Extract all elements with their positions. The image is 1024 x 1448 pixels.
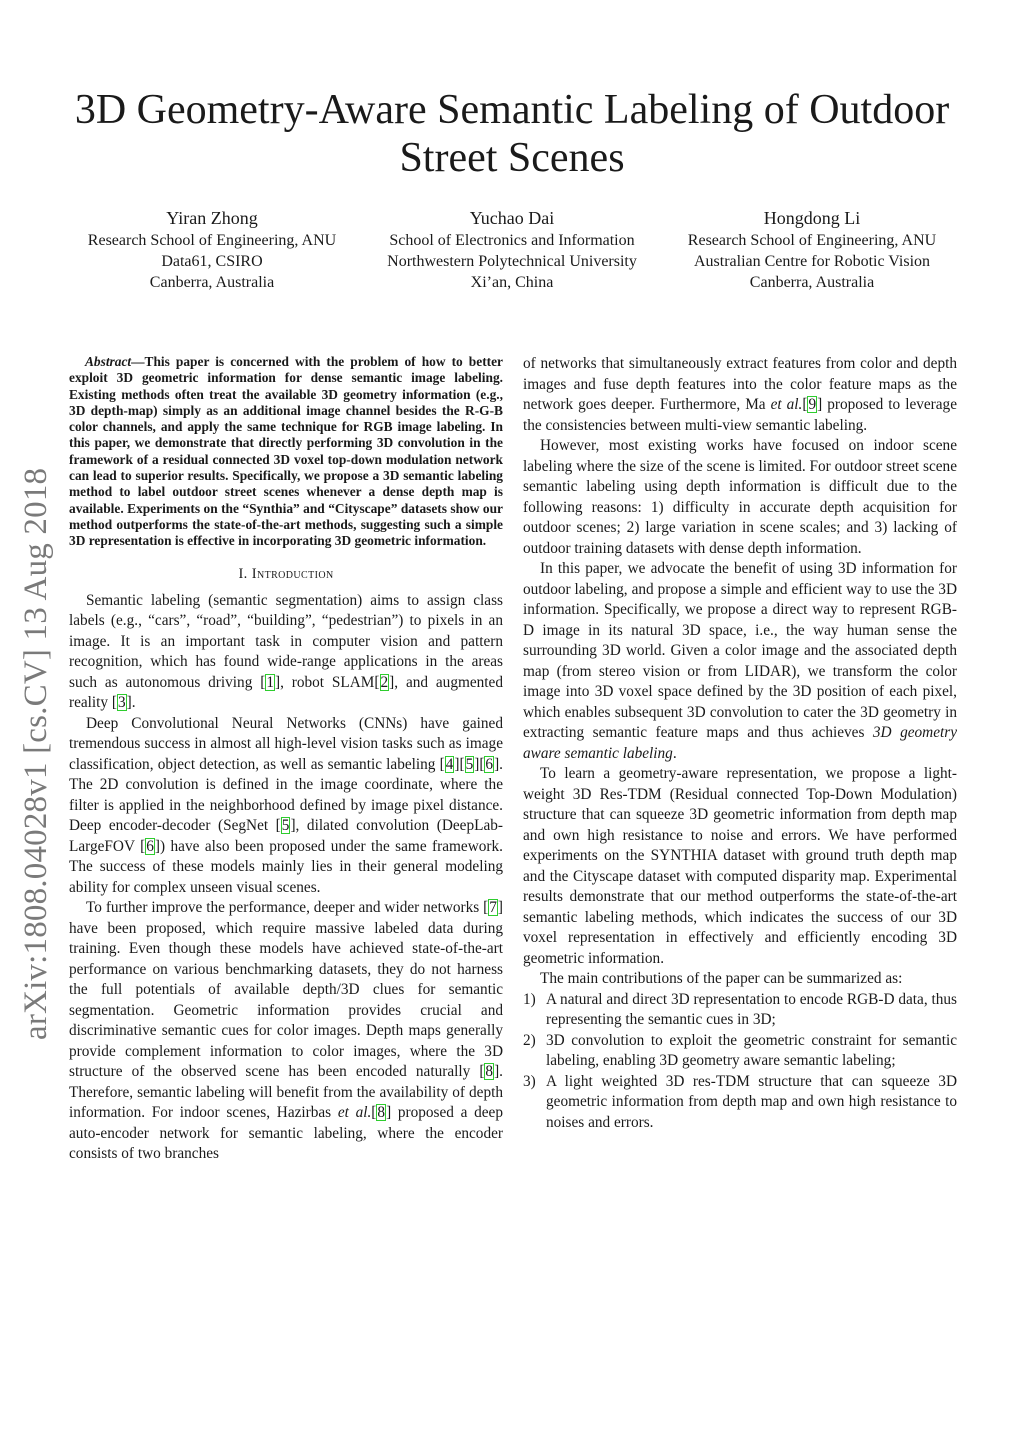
text: ]) have also been proposed under the same framework. The success of these models mainly lies in their general modeling ability for complex unseen visual scenes.: [69, 837, 503, 896]
text: ]. The 2D convolution is defined in the image coordinate, where the filter is applied in the neighborhood defined by image pixel distance. Deep encoder-decoder (SegNet [: [69, 755, 503, 835]
citation-link[interactable]: 2: [380, 673, 389, 691]
paragraph: [69, 898, 503, 1165]
text: ][: [474, 755, 485, 773]
text: [: [802, 396, 808, 413]
text: ] proposed a deep auto-encoder network for semantic labeling, where the encoder consists of two branches: [69, 1104, 503, 1163]
citation-link[interactable]: 3: [118, 694, 126, 712]
text: To further improve the performance, deeper and wider networks [: [86, 899, 489, 917]
text: [: [371, 1104, 377, 1122]
section-heading-introduction: I. Introduction: [238, 565, 334, 582]
list-number: 3): [523, 1072, 536, 1090]
list-item: [523, 1072, 957, 1134]
author-3: [662, 206, 962, 293]
list-text: A natural and direct 3D representation to encode RGB-D data, thus representing the semantic cues in 3D;: [546, 990, 957, 1028]
citation-link[interactable]: 5: [281, 817, 290, 835]
text: ].: [126, 694, 136, 712]
author-location: Canberra, Australia: [749, 274, 875, 291]
text: ], dilated convolution (DeepLab-LargeFOV [: [69, 817, 503, 855]
author-location: Xi’an, China: [470, 274, 554, 291]
right-column: [523, 354, 957, 1133]
text: ], and augmented reality [: [69, 673, 503, 712]
list-number: 2): [523, 1031, 536, 1049]
citation-link[interactable]: 4: [445, 755, 454, 773]
text: ], robot SLAM[: [274, 673, 380, 691]
text: .: [672, 744, 677, 762]
citation-link[interactable]: 8: [377, 1104, 386, 1122]
left-column: [69, 354, 503, 1165]
abstract-text: —This paper is concerned with the problem of how to better exploit 3D geometric information for dense semantic image labeling. Existing methods often treat the available 3D geometry information (e.g., 3D depth-map) simply as an additional image channel besides the R-G-B color channels, and apply the same technique for RGB image labeling. In this paper, we demonstrate that directly performing 3D convolution in the framework of a residual connected 3D voxel top-down modulation network can lead to superior results. Specifically, we propose a 3D semantic labeling method to label outdoor street scenes whenever a dense depth map is available. Experiments on the “Synthia” and “Cityscape” datasets show our method outperforms the state-of-the-art methods, suggesting such a simple 3D representation is effective in incorporating 3D geometric information.: [69, 354, 503, 549]
text: Semantic labeling (semantic segmentation) aims to assign class labels (e.g., “cars”, “road”, “building”, “pedestrian”) to pixels in an image. It is an important task in computer vision and pattern recognition, which has found wide-range applications in the areas such as autonomous driving [: [69, 591, 503, 691]
text: Deep Convolutional Neural Networks (CNNs) have gained tremendous success in almost all high-level vision tasks such as image classification, object detection, as well as semantic labeling [: [69, 714, 503, 773]
paragraph: [69, 591, 503, 714]
author-location: Canberra, Australia: [149, 274, 275, 291]
text: 3D geometry aware semantic labeling: [523, 724, 957, 762]
paragraph: The main contributions of the paper can be summarized as:: [540, 970, 903, 987]
list-text: A light weighted 3D res-TDM structure that can squeeze 3D geometric information from depth map and own high resistance to noises and errors.: [546, 1072, 957, 1131]
list-text: 3D convolution to exploit the geometric constraint for semantic labeling, enabling 3D geometry aware semantic labeling;: [546, 1031, 957, 1069]
arxiv-stamp: arXiv:1808.04028v1 [cs.CV] 13 Aug 2018: [18, 467, 54, 1040]
list-item: [523, 1031, 957, 1072]
author-block: [62, 206, 962, 293]
citation-link[interactable]: 6: [485, 755, 494, 773]
author-2: [362, 206, 662, 293]
citation-link[interactable]: 9: [808, 396, 817, 413]
paragraph: [523, 354, 957, 436]
author-name: Hongdong Li: [763, 208, 861, 228]
author-name: Yuchao Dai: [469, 208, 555, 228]
paper-title: 3D Geometry-Aware Semantic Labeling of Outdoor Street Scenes: [74, 87, 950, 181]
list-item: [523, 990, 957, 1031]
paragraph: [523, 559, 957, 764]
citation-link[interactable]: 7: [489, 899, 497, 917]
text: ] proposed to leverage the consistencies between multi-view semantic labeling.: [523, 396, 957, 434]
text: of networks that simultaneously extract features from color and depth images and fuse depth features into the color feature maps as the network goes deeper. Furthermore, Ma: [523, 355, 957, 413]
abstract: [69, 354, 503, 550]
paragraph: However, most existing works have focused on indoor scene labeling where the size of the scene is limited. For outdoor street scene semantic labeling using depth information is difficult due to the following reasons: 1) difficulty in accurate depth acquisition for outdoor scenes; 2) large variation in scene scales; and 3) lacking of outdoor training datasets with dense depth information.: [523, 437, 957, 557]
citation-link[interactable]: 6: [146, 837, 154, 855]
author-affiliation: School of Electronics and Information: [389, 232, 635, 249]
author-affiliation: Northwestern Polytechnical University: [387, 253, 637, 270]
author-1: [62, 206, 362, 293]
text: ]. Therefore, semantic labeling will benefit from the availability of depth information. For indoor scenes, Hazirbas: [69, 1063, 503, 1122]
paragraph: To learn a geometry-aware representation, we propose a light-weight 3D Res-TDM (Residual connected Top-Down Modulation) structure that can squeeze 3D geometric information from depth map and own high resistance to noise and errors. We have performed experiments on the SYNTHIA dataset with ground truth depth map and the Cityscape dataset with computed disparity map. Experimental results demonstrate that our method outperforms the state-of-the-art semantic labeling methods, which indicates the success of our 3D voxel representation in effectively and efficiently encoding 3D geometric information.: [523, 765, 957, 967]
paragraph: [69, 714, 503, 899]
list-number: 1): [523, 990, 536, 1008]
text: et al.: [770, 396, 803, 413]
text: et al.: [337, 1104, 372, 1122]
text: In this paper, we advocate the benefit of using 3D information for outdoor labeling, and propose a simple and efficient way to use the 3D information. Specifically, we propose a direct way to represent RGB-D image in its natural 3D space, i.e., the way human sense the surrounding 3D world. Given a color image and the associated depth map (from stereo vision or from LIDAR), we transform the color image into 3D voxel space defined by the 3D position of each pixel, which enables subsequent 3D convolution to cater the 3D geometry in extracting semantic feature maps and thus achieves: [523, 560, 957, 741]
citation-link[interactable]: 1: [266, 673, 274, 691]
author-affiliation: Research School of Engineering, ANU: [87, 232, 337, 249]
text: ][: [454, 755, 465, 773]
citation-link[interactable]: 8: [485, 1063, 494, 1081]
citation-link[interactable]: 5: [465, 755, 474, 773]
author-affiliation: Research School of Engineering, ANU: [687, 232, 937, 249]
author-affiliation: Australian Centre for Robotic Vision: [693, 253, 931, 270]
author-affiliation: Data61, CSIRO: [161, 253, 263, 270]
text: ] have been proposed, which require massive labeled data during training. Even though these models have achieved state-of-the-art performance on various benchmarking datasets, they do not harness the full potentials of available depth/3D clues for semantic segmentation. Geometric information provides crucial and discriminative semantic cues for color images. Depth maps generally provide complement information to color images, where the 3D structure of the observed scene has been encoded naturally [: [69, 899, 503, 1081]
abstract-label: Abstract: [85, 354, 132, 369]
contributions-list: [523, 990, 957, 1134]
author-name: Yiran Zhong: [166, 208, 258, 228]
